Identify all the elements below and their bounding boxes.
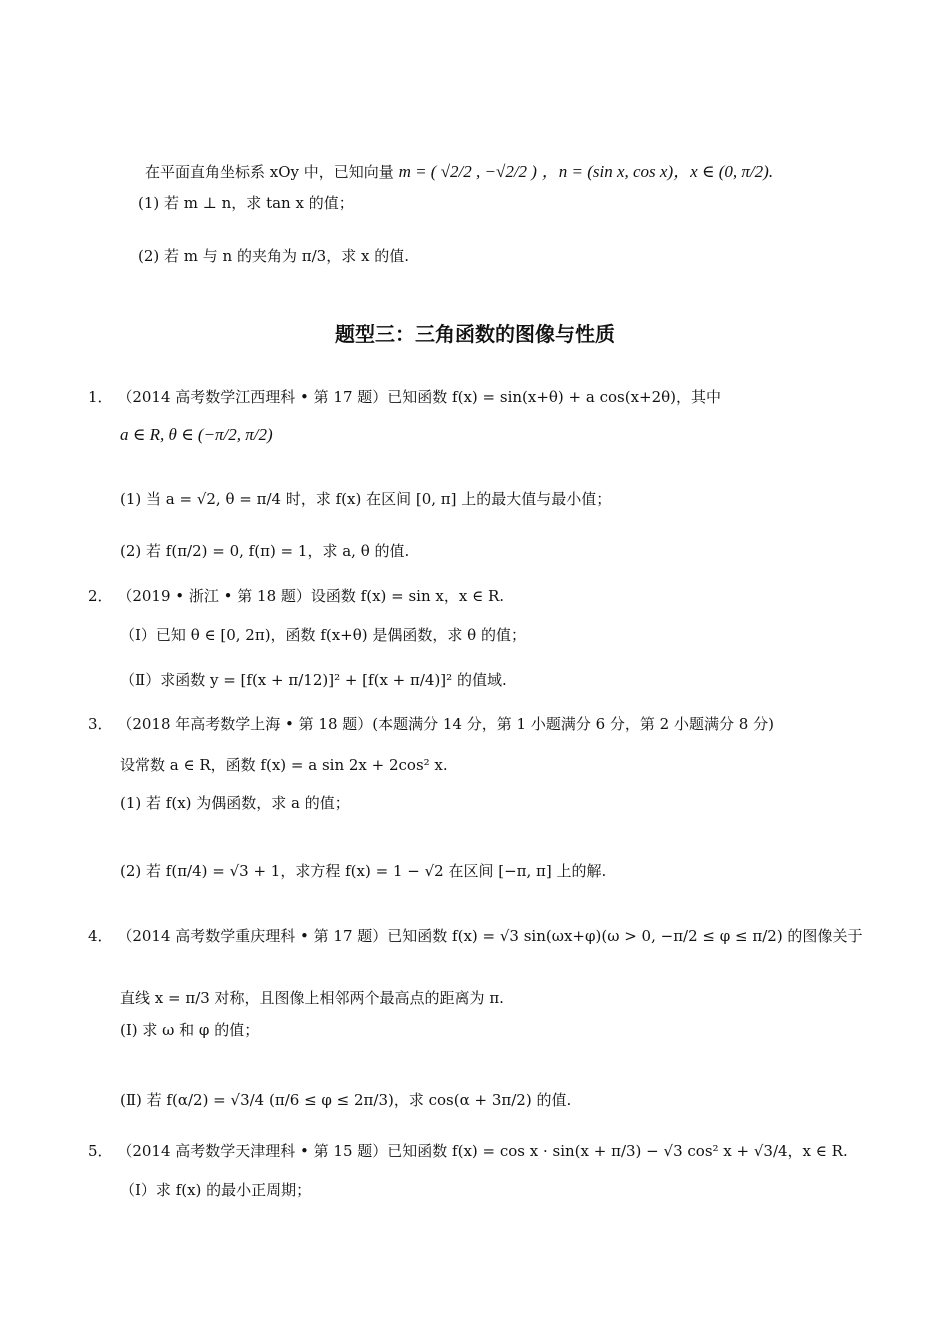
problem-number: 3． [88,715,113,733]
problem-3-head-continued: 设常数 a ∈ R，函数 f(x) = a sin 2x + 2cos² x. [120,756,448,774]
problem-statement: （2014 高考数学天津理科 • 第 15 题）已知函数 f(x) = cos x · sin(x + π/3) − √3 cos² x + √3/4，x ∈ R. [117,1142,848,1160]
problem-2-part-2: （Ⅱ）求函数 y = [f(x + π/12)]² + [f(x + π/4)]² 的值域. [120,671,507,689]
intro-line [145,162,773,182]
problem-2-part-1: （Ⅰ）已知 θ ∈ [0, 2π)，函数 f(x+θ) 是偶函数，求 θ 的值； [120,626,526,644]
problem-1-head-continued: a ∈ R, θ ∈ (−π/2, π/2) [120,425,273,444]
problem-4-head-continued: 直线 x = π/3 对称，且图像上相邻两个最高点的距离为 π. [120,989,504,1007]
problem-statement: （2014 高考数学江西理科 • 第 17 题）已知函数 f(x) = sin(x+θ) + a cos(x+2θ)，其中 [117,388,722,406]
problem-4-part-1: (Ⅰ) 求 ω 和 φ 的值； [120,1021,260,1039]
problem-5-head [88,1141,848,1161]
problem-2-head [88,586,504,606]
problem-3-head [88,714,774,734]
vector-n-expression: ，n = (sin x, cos x)，x ∈ (0, π/2). [541,162,774,181]
problem-number: 2． [88,587,113,605]
vector-m-expression: m = ( √2/2 , −√2/2 ) [398,162,537,181]
section-title: 题型三：三角函数的图像与性质 [335,322,615,346]
problem-statement: （2014 高考数学重庆理科 • 第 17 题）已知函数 f(x) = √3 sin(ωx+φ)(ω > 0, −π/2 ≤ φ ≤ π/2) 的图像关于 [117,927,863,945]
problem-number: 5． [88,1142,113,1160]
problem-number: 1． [88,388,113,406]
problem-number: 4． [88,927,113,945]
problem-3-part-2: (2) 若 f(π/4) = √3 + 1，求方程 f(x) = 1 − √2 在区间 [−π, π] 上的解. [120,862,607,880]
problem-1-part-2: (2) 若 f(π/2) = 0, f(π) = 1，求 a, θ 的值. [120,542,410,560]
intro-part-1: (1) 若 m ⊥ n，求 tan x 的值； [138,194,354,212]
problem-statement: （2019 • 浙江 • 第 18 题）设函数 f(x) = sin x，x ∈ R. [117,587,505,605]
problem-5-part-1: （Ⅰ）求 f(x) 的最小正周期； [120,1181,312,1199]
intro-part-2: (2) 若 m 与 n 的夹角为 π/3，求 x 的值. [138,247,409,265]
problem-3-part-1: (1) 若 f(x) 为偶函数，求 a 的值； [120,794,350,812]
problem-statement: （2018 年高考数学上海 • 第 18 题）(本题满分 14 分，第 1 小题满分 6 分，第 2 小题满分 8 分) [117,715,774,733]
problem-4-head [88,926,862,946]
problem-4-part-2: (Ⅱ) 若 f(α/2) = √3/4 (π/6 ≤ φ ≤ 2π/3)，求 cos(α + 3π/2) 的值. [120,1091,572,1109]
problem-1-head [88,387,721,407]
intro-text: 在平面直角坐标系 xOy 中，已知向量 [145,163,394,181]
problem-1-part-1: (1) 当 a = √2, θ = π/4 时，求 f(x) 在区间 [0, π] 上的最大值与最小值； [120,490,612,508]
